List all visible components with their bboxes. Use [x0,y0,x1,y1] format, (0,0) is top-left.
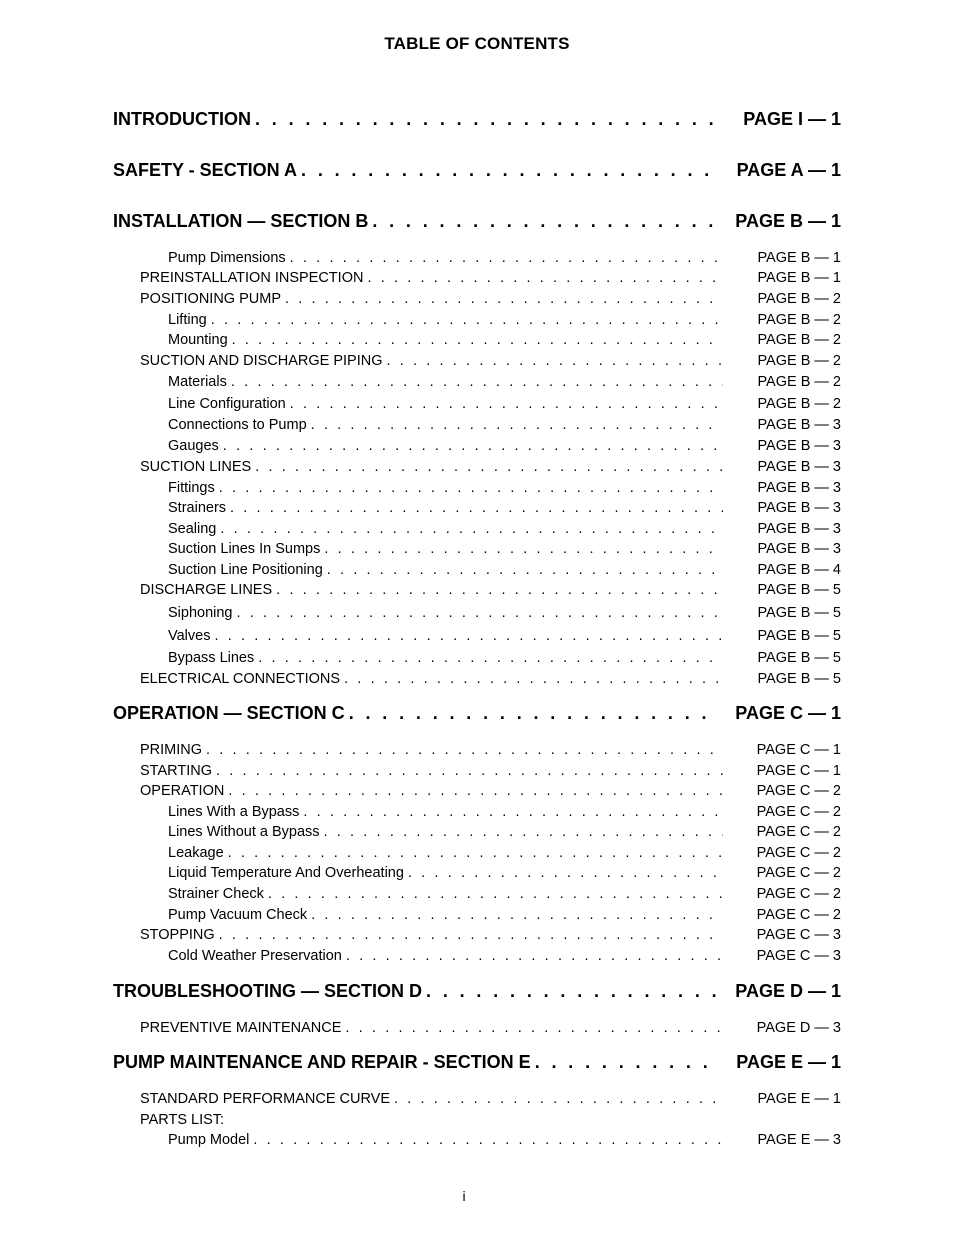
dot-leader [290,396,723,412]
toc-entry-page: PAGE B — 2 [757,291,841,307]
dot-leader [258,650,723,666]
toc-entry-label: Cold Weather Preservation [168,948,342,964]
toc-entry-page: PAGE I — 1 [743,109,841,129]
dot-leader [426,981,719,1002]
toc-entry-label: Leakage [168,845,224,861]
toc-entry-label: STARTING [140,763,212,779]
toc-section-entry [113,1052,841,1073]
dot-leader [346,948,723,964]
toc-section-entry [113,109,841,130]
toc-entry-page: PAGE E — 1 [757,1091,841,1107]
dot-leader [220,521,723,537]
toc-entry [140,353,841,369]
toc-section-entry [113,160,841,181]
toc-entry-label: TROUBLESHOOTING — SECTION D [113,981,423,1001]
toc-entry-page: PAGE B — 2 [757,374,841,390]
toc-entry-page: PAGE B — 1 [757,250,841,266]
toc-entry-label: Lifting [168,312,207,328]
toc-entry [140,927,841,943]
toc-entry [168,562,841,578]
toc-entry-page: PAGE C — 3 [756,948,841,964]
toc-entry [140,671,841,687]
dot-leader [268,886,723,902]
toc-entry-label: Lines With a Bypass [168,804,300,820]
toc-entry-page: PAGE B — 3 [757,521,841,537]
toc-entry [140,742,841,758]
toc-entry [168,886,841,902]
toc-entry-label: STOPPING [140,927,215,943]
toc-entry [140,763,841,779]
toc-section-entry [113,211,841,232]
dot-leader [394,1091,723,1107]
toc-entry [168,907,841,923]
toc-entry [168,605,841,621]
toc-entry-page: PAGE C — 2 [756,865,841,881]
dot-leader [228,783,723,799]
page-number: i [462,1188,466,1204]
dot-leader [276,582,723,598]
toc-entry-label: INTRODUCTION [113,109,251,129]
toc-entry [168,628,841,644]
dot-leader [253,1132,723,1148]
toc-entry-page: PAGE B — 1 [757,270,841,286]
toc-entry-label: DISCHARGE LINES [140,582,273,598]
dot-leader [223,438,723,454]
toc-entry-page: PAGE C — 2 [756,886,841,902]
dot-leader [211,312,723,328]
dot-leader [387,353,723,369]
toc-entry [140,291,841,307]
toc-entry [140,1020,841,1036]
dot-leader [228,845,723,861]
toc-entry [168,312,841,328]
toc-entry-page: PAGE D — 3 [756,1020,841,1036]
toc-entry-page: PAGE B — 3 [757,480,841,496]
toc-entry [140,783,841,799]
dot-leader [367,270,723,286]
dot-leader [216,763,723,779]
dot-leader [324,541,723,557]
dot-leader [285,291,723,307]
toc-entry-page: PAGE E — 1 [736,1052,841,1072]
dot-leader [255,459,723,475]
toc-entry-label: Pump Vacuum Check [168,907,308,923]
dot-leader [349,703,719,724]
toc-entry [140,459,841,475]
toc-entry-label: OPERATION — SECTION C [113,703,345,723]
toc-entry [168,845,841,861]
toc-entry-label: SUCTION LINES [140,459,252,475]
toc-entry-page: PAGE B — 2 [757,353,841,369]
toc-entry [168,438,841,454]
toc-section-entry [113,703,841,724]
toc-entry-label: Liquid Temperature And Overheating [168,865,404,881]
dot-leader [255,109,719,130]
toc-entry-label: SAFETY - SECTION A [113,160,298,180]
toc-entry-page: PAGE C — 3 [756,927,841,943]
document-title: TABLE OF CONTENTS [384,34,570,53]
toc-entry-label: OPERATION [140,783,225,799]
dot-leader [232,332,723,348]
toc-entry [168,650,841,666]
dot-leader [219,927,723,943]
toc-entry-page: PAGE C — 2 [756,783,841,799]
toc-entry [168,521,841,537]
toc-entry-label: Materials [168,374,227,390]
dot-leader [237,605,724,621]
dot-leader [324,824,723,840]
toc-entry [168,417,841,433]
toc-entry-label: Fittings [168,480,215,496]
toc-entry [168,332,841,348]
toc-entry-page: PAGE B — 3 [757,541,841,557]
dot-leader [408,865,723,881]
toc-entry-page: PAGE C — 1 [756,742,841,758]
toc-entry-label: STANDARD PERFORMANCE CURVE [140,1091,391,1107]
toc-entry-page: PAGE B — 3 [757,459,841,475]
dot-leader [311,907,723,923]
toc-entry [140,582,841,598]
toc-entry-label: Mounting [168,332,228,348]
toc-section-entry [113,981,841,1002]
toc-entry [168,396,841,412]
toc-entry-page: PAGE B — 3 [757,438,841,454]
dot-leader [311,417,723,433]
toc-entry-label: PUMP MAINTENANCE AND REPAIR - SECTION E [113,1052,531,1072]
toc-entry-page: PAGE B — 3 [757,417,841,433]
dot-leader [344,671,723,687]
toc-entry-page: PAGE C — 2 [756,804,841,820]
dot-leader [206,742,723,758]
dot-leader [214,628,723,644]
toc-entry [168,500,841,516]
toc-entry-page: PAGE C — 2 [756,824,841,840]
toc-entry-page: PAGE B — 1 [735,211,841,231]
toc-entry-label: PRIMING [140,742,203,758]
toc-entry-page: PAGE B — 5 [757,582,841,598]
toc-entry-label: Valves [168,628,211,644]
dot-leader [327,562,723,578]
dot-leader [345,1020,723,1036]
toc-entry-label: Sealing [168,521,217,537]
toc-entry-label: Siphoning [168,605,233,621]
toc-entry-label: Lines Without a Bypass [168,824,320,840]
toc-entry-label: INSTALLATION — SECTION B [113,211,369,231]
toc-entry-page: PAGE B — 5 [757,605,841,621]
toc-entry-label: SUCTION AND DISCHARGE PIPING [140,353,383,369]
toc-entry-page: PAGE B — 5 [757,650,841,666]
dot-leader [231,374,723,390]
toc-entry-label: PREVENTIVE MAINTENANCE [140,1020,342,1036]
toc-entry [168,374,841,390]
dot-leader [301,160,719,181]
toc-entry-label: Connections to Pump [168,417,307,433]
toc-entry-label: Pump Model [168,1132,250,1148]
toc-entry-page: PAGE B — 2 [757,396,841,412]
toc-entry-label: Strainer Check [168,886,264,902]
toc-entry-label: Line Configuration [168,396,286,412]
toc-entry-label: Gauges [168,438,219,454]
toc-entry-label: PREINSTALLATION INSPECTION [140,270,364,286]
toc-entry-page: PAGE B — 3 [757,500,841,516]
toc-entry [168,250,841,266]
toc-entry [140,270,841,286]
toc-entry-page: PAGE B — 2 [757,312,841,328]
toc-entry-label: PARTS LIST: [140,1112,225,1128]
toc-entry [168,824,841,840]
toc-entry [140,1091,841,1107]
toc-entry-page: PAGE B — 5 [757,671,841,687]
toc-entry [168,1132,841,1148]
toc-entry-page: PAGE B — 5 [757,628,841,644]
dot-leader [372,211,719,232]
toc-entry-page: PAGE B — 2 [757,332,841,348]
dot-leader [230,500,723,516]
toc-entry [168,865,841,881]
toc-entry-page: PAGE A — 1 [736,160,841,180]
toc-entry-label: Pump Dimensions [168,250,286,266]
toc-entry-label: ELECTRICAL CONNECTIONS [140,671,341,687]
toc-entry-page: PAGE D — 1 [735,981,841,1001]
dot-leader [290,250,723,266]
toc-entry-label: Bypass Lines [168,650,255,666]
toc-entry-page: PAGE C — 2 [756,845,841,861]
dot-leader [219,480,723,496]
toc-entry-label: Strainers [168,500,227,516]
dot-leader [535,1052,719,1073]
toc-entry [168,541,841,557]
toc-entry-page: PAGE C — 1 [735,703,841,723]
toc-entry-page: PAGE C — 1 [756,763,841,779]
toc-entry-label: Suction Line Positioning [168,562,323,578]
toc-entry [168,480,841,496]
toc-entry-page: PAGE C — 2 [756,907,841,923]
toc-entry-label: POSITIONING PUMP [140,291,281,307]
dot-leader [303,804,723,820]
toc-entry-label: Suction Lines In Sumps [168,541,321,557]
toc-entry-page: PAGE B — 4 [757,562,841,578]
toc-entry-page: PAGE E — 3 [757,1132,841,1148]
toc-entry [168,804,841,820]
toc-entry [140,1112,841,1128]
toc-entry [168,948,841,964]
